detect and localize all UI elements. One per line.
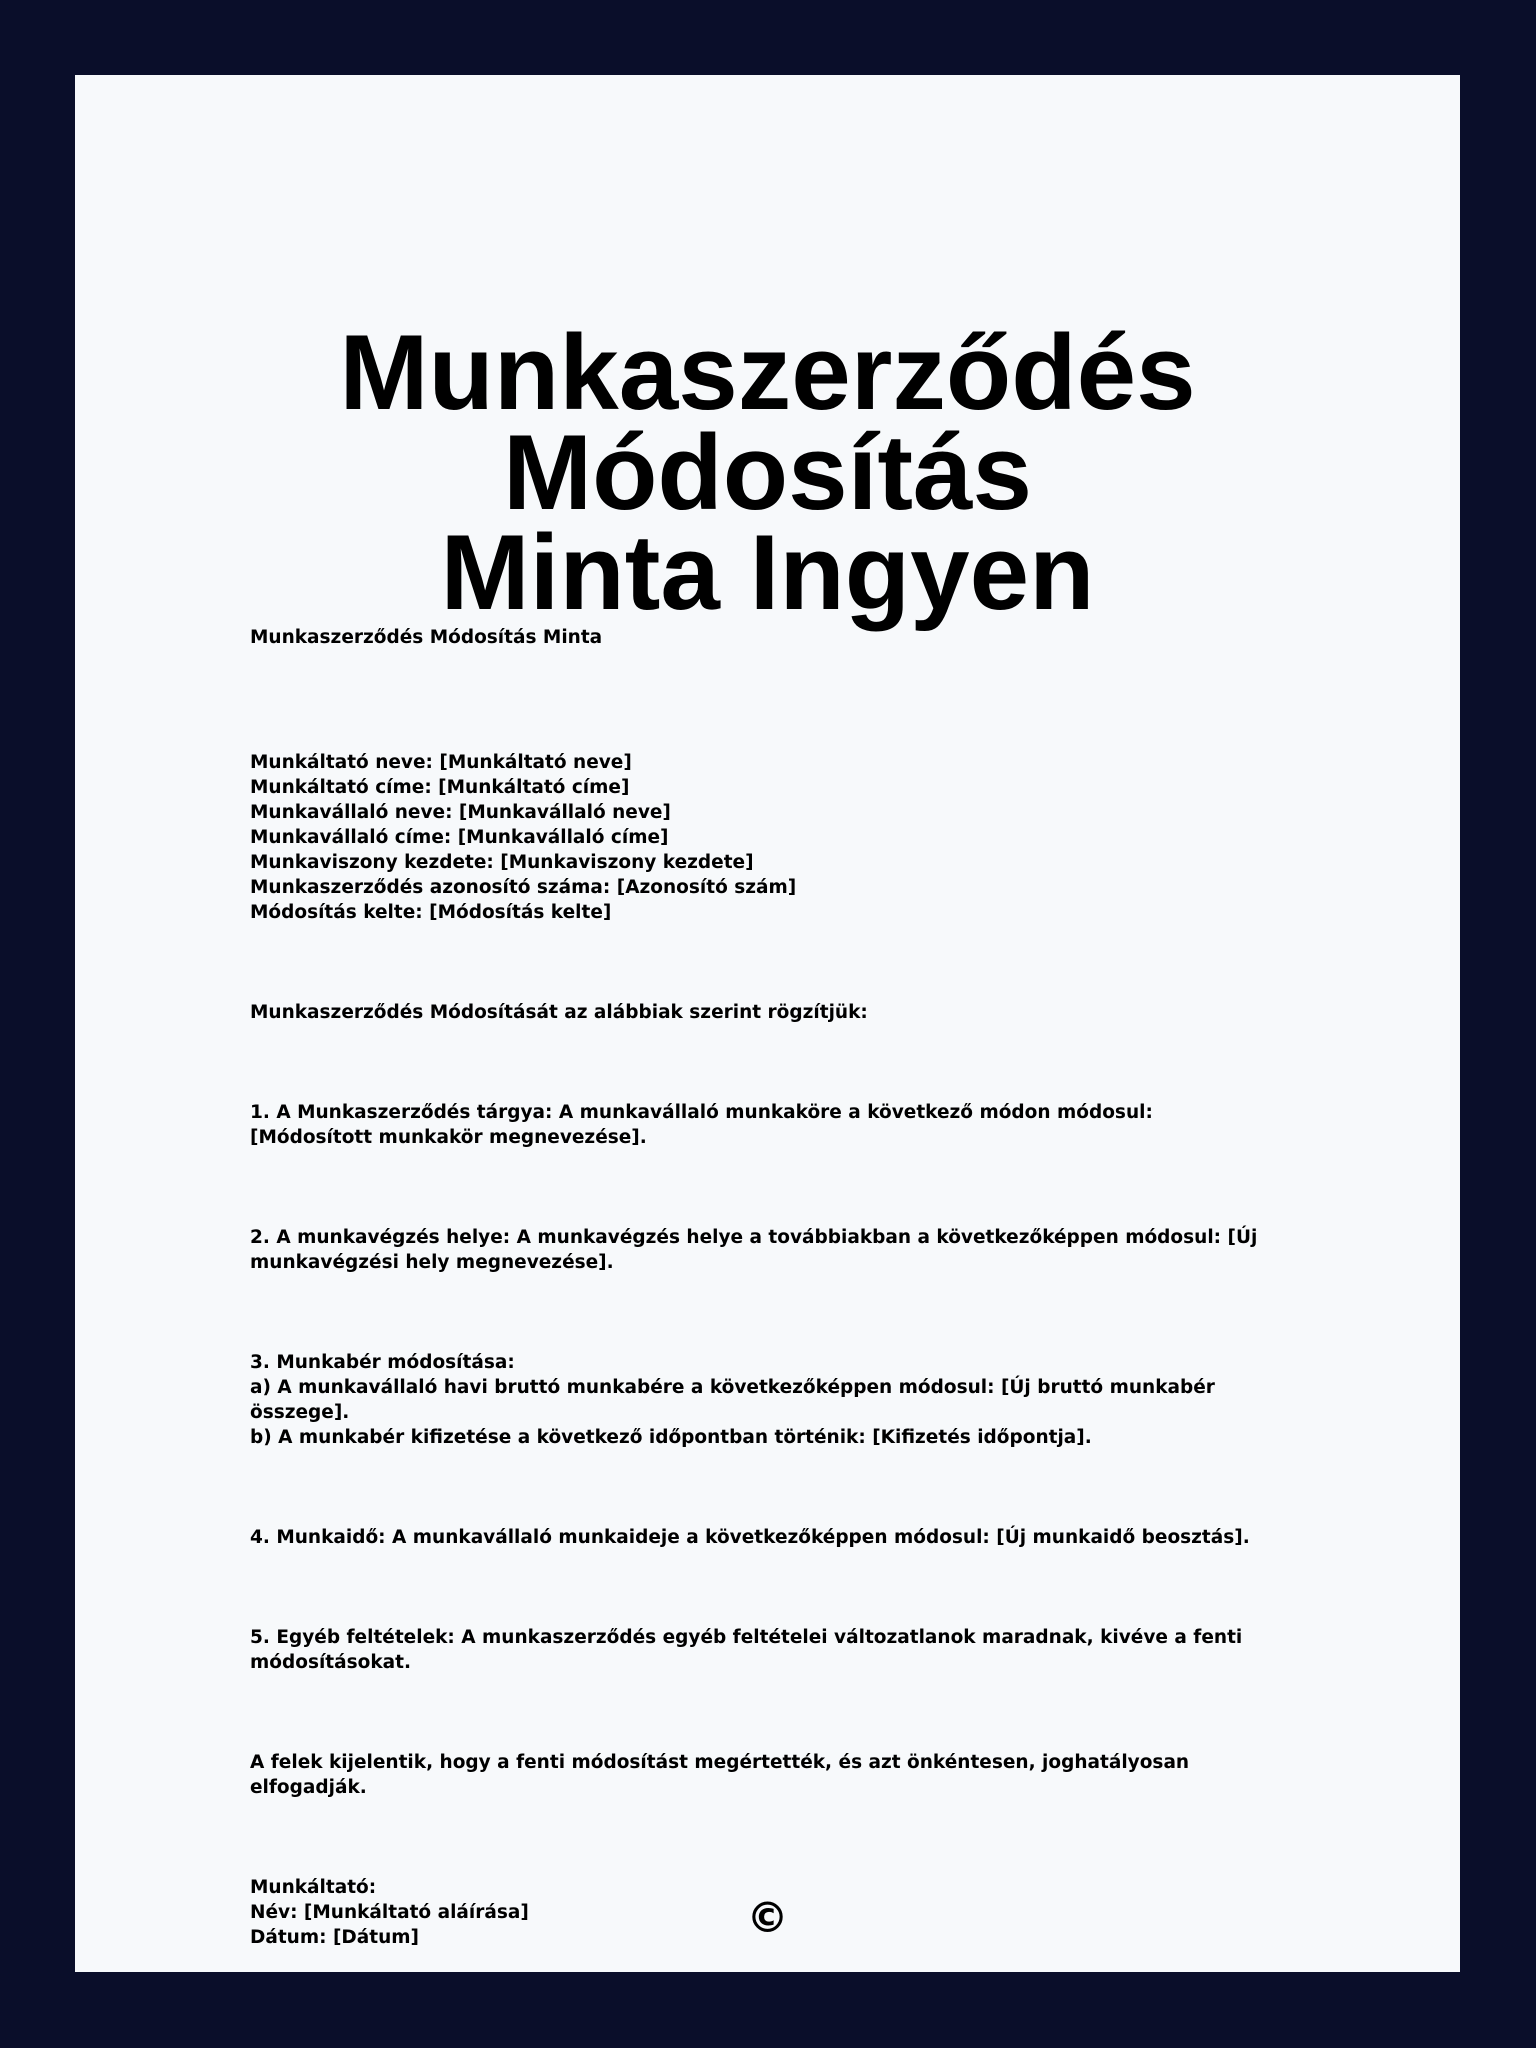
section-2: 2. A munkavégzés helye: A munkavégzés helye a továbbiakban a következőképpen módosul: [Új munkavégzési hely megnevezése]. — [250, 1227, 1258, 1273]
section-3-item-a: a) A munkavállaló havi bruttó munkabére a következőképpen módosul: [Új bruttó munkabér összege]. — [250, 1377, 1215, 1423]
title-line-1: Munkaszerződés Módosítás — [339, 312, 1196, 532]
title-line-2: Minta Ingyen — [440, 512, 1095, 632]
section-4: 4. Munkaidő: A munkavállaló munkaideje a következőképpen módosul: [Új munkaidő beosztás]. — [250, 1527, 1250, 1548]
copyright-icon: © — [746, 1893, 789, 1942]
info-employee-name: Munkavállaló neve: [Munkavállaló neve] — [250, 802, 671, 823]
declaration-paragraph: A felek kijelentik, hogy a fenti módosítást megértették, és azt önkéntesen, joghatályosan elfogadják. — [250, 1752, 1190, 1798]
signature-date: Dátum: [Dátum] — [250, 1927, 420, 1948]
section-1: 1. A Munkaszerződés tárgya: A munkavállaló munkaköre a következő módon módosul: [Módosított munkakör megnevezése]. — [250, 1102, 1153, 1148]
info-employment-start: Munkaviszony kezdete: [Munkaviszony kezdete] — [250, 852, 754, 873]
signature-name: Név: [Munkáltató aláírása] — [250, 1902, 529, 1923]
info-employee-address: Munkavállaló címe: [Munkavállaló címe] — [250, 827, 669, 848]
document-title — [75, 312, 1460, 632]
section-3 — [250, 1350, 1270, 1450]
section-3-heading: 3. Munkabér módosítása: — [250, 1352, 515, 1373]
info-contract-id: Munkaszerződés azonosító száma: [Azonosító szám] — [250, 877, 797, 898]
document-body — [250, 625, 1270, 2025]
party-info — [250, 750, 1270, 925]
section-3-item-b: b) A munkabér kifizetése a következő időpontban történik: [Kifizetés időpontja]. — [250, 1427, 1092, 1448]
intro-paragraph: Munkaszerződés Módosítását az alábbiak szerint rögzítjük: — [250, 1002, 868, 1023]
document-subtitle: Munkaszerződés Módosítás Minta — [250, 627, 603, 648]
info-modification-date: Módosítás kelte: [Módosítás kelte] — [250, 902, 612, 923]
document-page — [75, 75, 1460, 1972]
section-5: 5. Egyéb feltételek: A munkaszerződés egyéb feltételei változatlanok maradnak, kivéve a fenti módosításokat. — [250, 1627, 1243, 1673]
info-employer-address: Munkáltató címe: [Munkáltató címe] — [250, 777, 630, 798]
info-employer-name: Munkáltató neve: [Munkáltató neve] — [250, 752, 632, 773]
signature-party: Munkáltató: — [250, 1877, 377, 1898]
